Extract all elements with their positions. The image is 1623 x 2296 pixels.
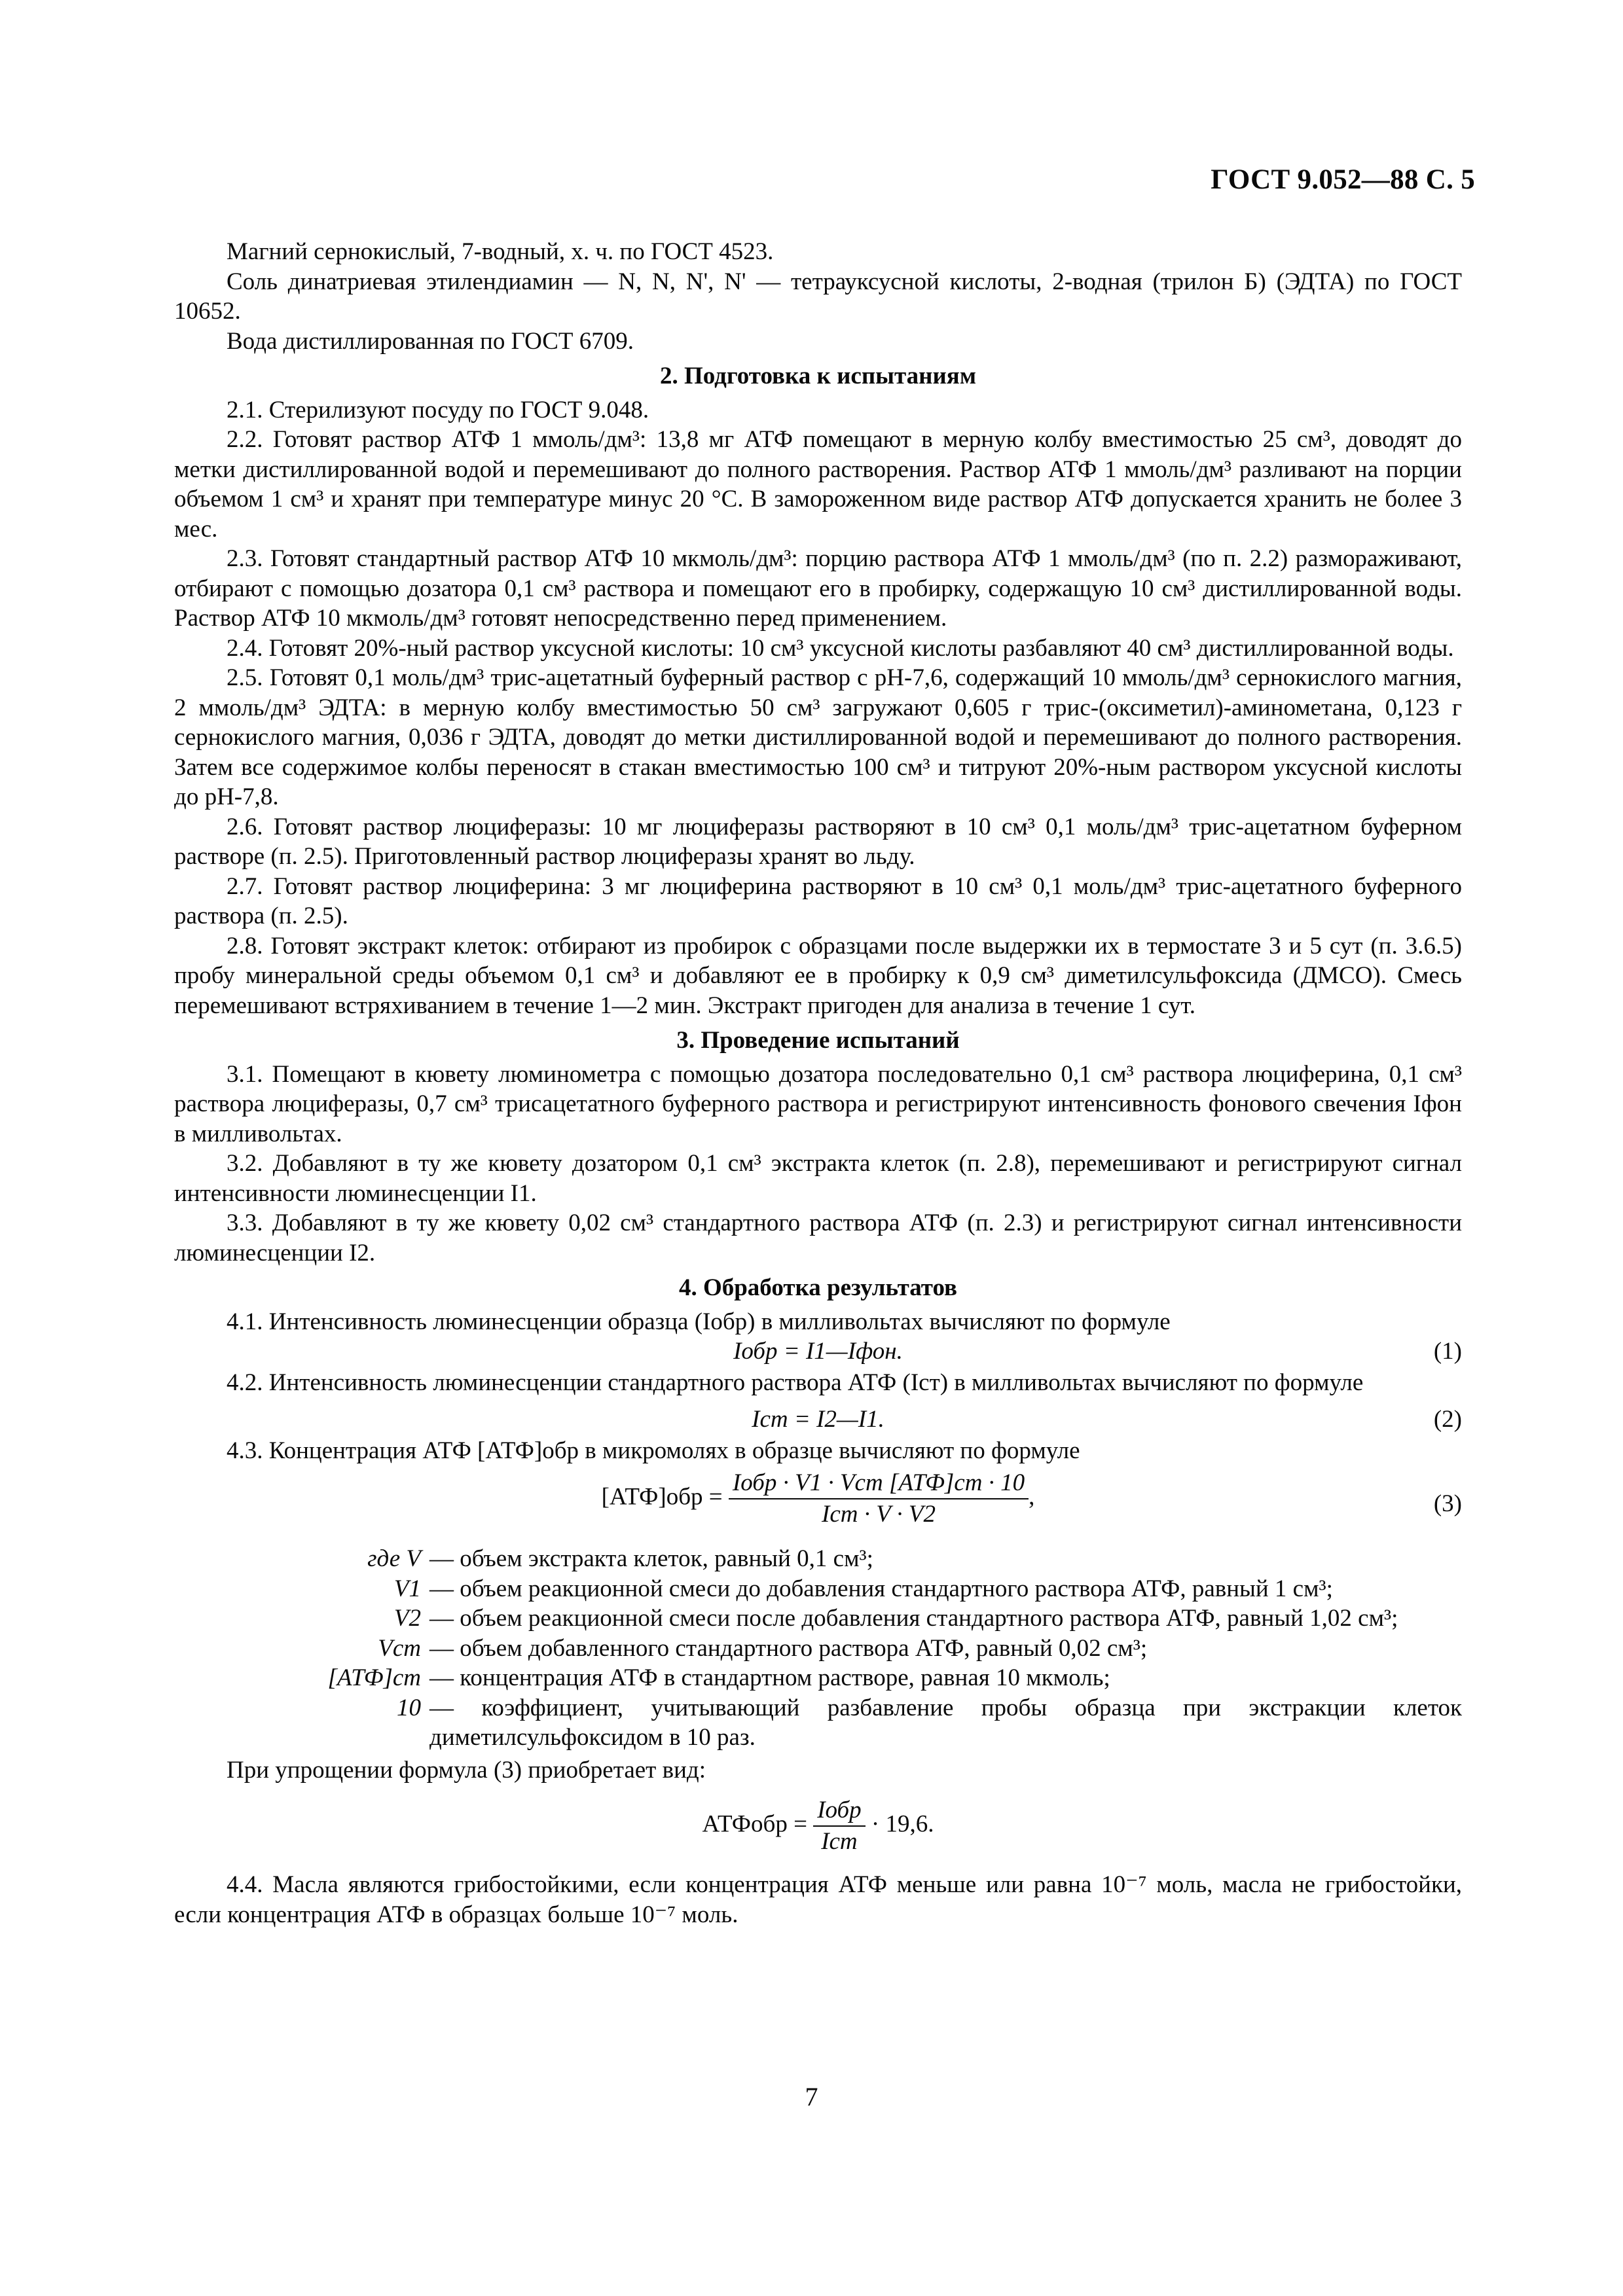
equation-number: (2) xyxy=(1433,1405,1462,1433)
section-heading: 4. Обработка результатов xyxy=(678,1274,958,1301)
section-heading: 2. Подготовка к испытаниям xyxy=(659,363,977,389)
paragraph: 3.3. Добавляют в ту же кювету 0,02 см³ стандартного раствора АТФ (п. 2.3) и регистрируют сигнал интенсивности люминесценции I2. xyxy=(174,1210,1462,1266)
paragraph: 2.2. Готовят раствор АТФ 1 ммоль/дм³: 13,8 мг АТФ помещают в мерную колбу вместимостью 25 см³, доводят до метки дистиллированной водой и перемешивают до полного растворения. Раствор АТФ 1 ммоль/дм³ разливают на порции объемом 1 см³ и хранят при температуре минус 20 °С. В замороженном виде раствор АТФ допускается хранить не более 3 мес. xyxy=(174,426,1462,543)
paragraph: При упрощении формула (3) приобретает вид: xyxy=(227,1756,706,1784)
paragraph: Соль динатриевая этилендиамин — N, N, N', N' — тетрауксусной кислоты, 2-водная (трилон Б) (ЭДТА) по ГОСТ 10652. xyxy=(174,268,1462,325)
section-heading: 3. Проведение испытаний xyxy=(676,1027,960,1054)
paragraph: 2.6. Готовят раствор люциферазы: 10 мг люциферазы растворяют в 10 см³ 0,1 моль/дм³ трис-ацетатном буферном растворе (п. 2.5). Приготовленный раствор люциферазы хранят во льду. xyxy=(174,813,1462,870)
equation-1 xyxy=(174,1336,1462,1368)
definition-row xyxy=(174,1544,1462,1574)
fraction-numerator: Iобр xyxy=(813,1797,865,1827)
page-header: ГОСТ 9.052—88 С. 5 xyxy=(1211,164,1475,195)
equation-lhs: [АТФ]обр = xyxy=(601,1483,723,1511)
fraction-numerator: Iобр · V1 · Vст [АТФ]ст · 10 xyxy=(729,1469,1029,1499)
paragraph: Вода дистиллированная по ГОСТ 6709. xyxy=(227,327,634,355)
paragraph: Магний сернокислый, 7-водный, х. ч. по ГОСТ 4523. xyxy=(227,238,774,265)
fraction xyxy=(813,1797,865,1856)
paragraph: 2.8. Готовят экстракт клеток: отбирают из пробирок с образцами после выдержки их в термостате 3 и 5 сут (п. 3.6.5) пробу минеральной среды объемом 0,1 см³ и добавляют ее в пробирку к 0,9 см³ диметилсульфоксида (ДМСО). Смесь перемешивают встряхиванием в течение 1—2 мин. Экстракт пригоден для анализа в течение 1 сут. xyxy=(174,932,1462,1019)
equation-number: (3) xyxy=(1433,1490,1462,1517)
definition-symbol: V2 xyxy=(393,1605,421,1632)
definition-symbol: V1 xyxy=(393,1575,421,1602)
paragraph: 2.3. Готовят стандартный раствор АТФ 10 мкмоль/дм³: порцию раствора АТФ 1 ммоль/дм³ (по п. 2.2) размораживают, отбирают с помощью дозатора 0,1 см³ раствора и помещают его в пробирку, содержащую 10 см³ дистиллированной воды. Раствор АТФ 10 мкмоль/дм³ готовят непосредственно перед применением. xyxy=(174,545,1462,632)
document-body xyxy=(174,237,1462,1929)
definition-text: — объем добавленного стандартного раствора АТФ, равный 0,02 см³; xyxy=(429,1634,1148,1662)
paragraph: 2.1. Стерилизуют посуду по ГОСТ 9.048. xyxy=(227,396,649,423)
variable-definitions xyxy=(174,1544,1462,1753)
definition-row xyxy=(174,1604,1462,1634)
equation-4 xyxy=(174,1785,1462,1870)
definition-symbol: [АТФ]ст xyxy=(327,1664,421,1691)
definition-text: — объем экстракта клеток, равный 0,1 см³; xyxy=(429,1545,873,1572)
definition-row xyxy=(174,1634,1462,1664)
equation-text: Iобр = I1—Iфон. xyxy=(733,1338,903,1365)
paragraph: 4.1. Интенсивность люминесценции образца (Iобр) в милливольтах вычисляют по формуле xyxy=(227,1308,1171,1335)
paragraph: 2.4. Готовят 20%-ный раствор уксусной кислоты: 10 см³ уксусной кислоты разбавляют 40 см³ дистиллированной воды. xyxy=(227,634,1454,662)
page-number: 7 xyxy=(805,2082,818,2111)
equation-2 xyxy=(174,1405,1462,1436)
paragraph: 4.4. Масла являются грибостойкими, если концентрация АТФ меньше или равна 10⁻⁷ моль, масла не грибостойки, если концентрация АТФ в образцах больше 10⁻⁷ моль. xyxy=(174,1871,1462,1928)
definition-text: — объем реакционной смеси после добавления стандартного раствора АТФ, равный 1,02 см³; xyxy=(429,1605,1398,1632)
definition-text: — коэффициент, учитывающий разбавление пробы образца при экстракции клеток диметилсульфоксидом в 10 раз. xyxy=(429,1694,1462,1751)
equation-text: Iст = I2—I1. xyxy=(752,1405,884,1433)
definition-text: — концентрация АТФ в стандартном растворе, равная 10 мкмоль; xyxy=(429,1664,1110,1691)
paragraph: 2.7. Готовят раствор люциферина: 3 мг люциферина растворяют в 10 см³ 0,1 моль/дм³ трис-ацетатного буферного раствора (п. 2.5). xyxy=(174,872,1462,929)
fraction-denominator: Iст · V · V2 xyxy=(822,1501,936,1528)
definition-text: — объем реакционной смеси до добавления стандартного раствора АТФ, равный 1 см³; xyxy=(429,1575,1333,1602)
paragraph: 2.5. Готовят 0,1 моль/дм³ трис-ацетатный буферный раствор с рН-7,6, содержащий 10 ммоль/дм³ сернокислого магния, 2 ммоль/дм³ ЭДТА: в мерную колбу вместимостью 50 см³ загружают 0,605 г трис-(оксиметил)-аминометана, 0,123 г сернокислого магния, 0,036 г ЭДТА, доводят до метки дистиллированной водой и перемешивают до полного растворения. Затем все содержимое колбы переносят в стакан вместимостью 100 см³ и титруют 20%-ным раствором уксусной кислоты до рН-7,8. xyxy=(174,664,1462,810)
equation-3 xyxy=(174,1465,1462,1544)
paragraph: 4.2. Интенсивность люминесценции стандартного раствора АТФ (Iст) в милливольтах вычисляют по формуле xyxy=(227,1369,1364,1396)
definition-symbol: Vст xyxy=(378,1634,421,1662)
paragraph: 3.2. Добавляют в ту же кювету дозатором 0,1 см³ экстракта клеток (п. 2.8), перемешивают и регистрируют сигнал интенсивности люминесценции I1. xyxy=(174,1150,1462,1207)
paragraph: 3.1. Помещают в кювету люминометра с помощью дозатора последовательно 0,1 см³ раствора люциферина, 0,1 см³ раствора люциферазы, 0,7 см³ трисацетатного буферного раствора и регистрируют интенсивность фонового свечения Iфон в милливольтах. xyxy=(174,1060,1462,1147)
fraction-denominator: Iст xyxy=(821,1828,858,1855)
definition-symbol: 10 xyxy=(397,1694,421,1721)
equation-body: [АТФ]обр = $\frac{\text{Iобр · V1 · Vст [АТФ]ст · 10}}{\text{Iст · V · V2}}$ , xyxy=(601,1469,1035,1528)
definition-symbol: где V xyxy=(367,1545,421,1572)
fraction xyxy=(729,1469,1029,1528)
equation-lhs: АТФобр = xyxy=(702,1810,807,1838)
definition-row xyxy=(174,1574,1462,1604)
definition-row xyxy=(174,1693,1462,1753)
definition-row xyxy=(174,1663,1462,1693)
paragraph: 4.3. Концентрация АТФ [АТФ]обр в микромолях в образце вычисляют по формуле xyxy=(227,1437,1080,1464)
equation-number: (1) xyxy=(1433,1338,1462,1365)
equation-rhs: · 19,6. xyxy=(871,1810,934,1838)
